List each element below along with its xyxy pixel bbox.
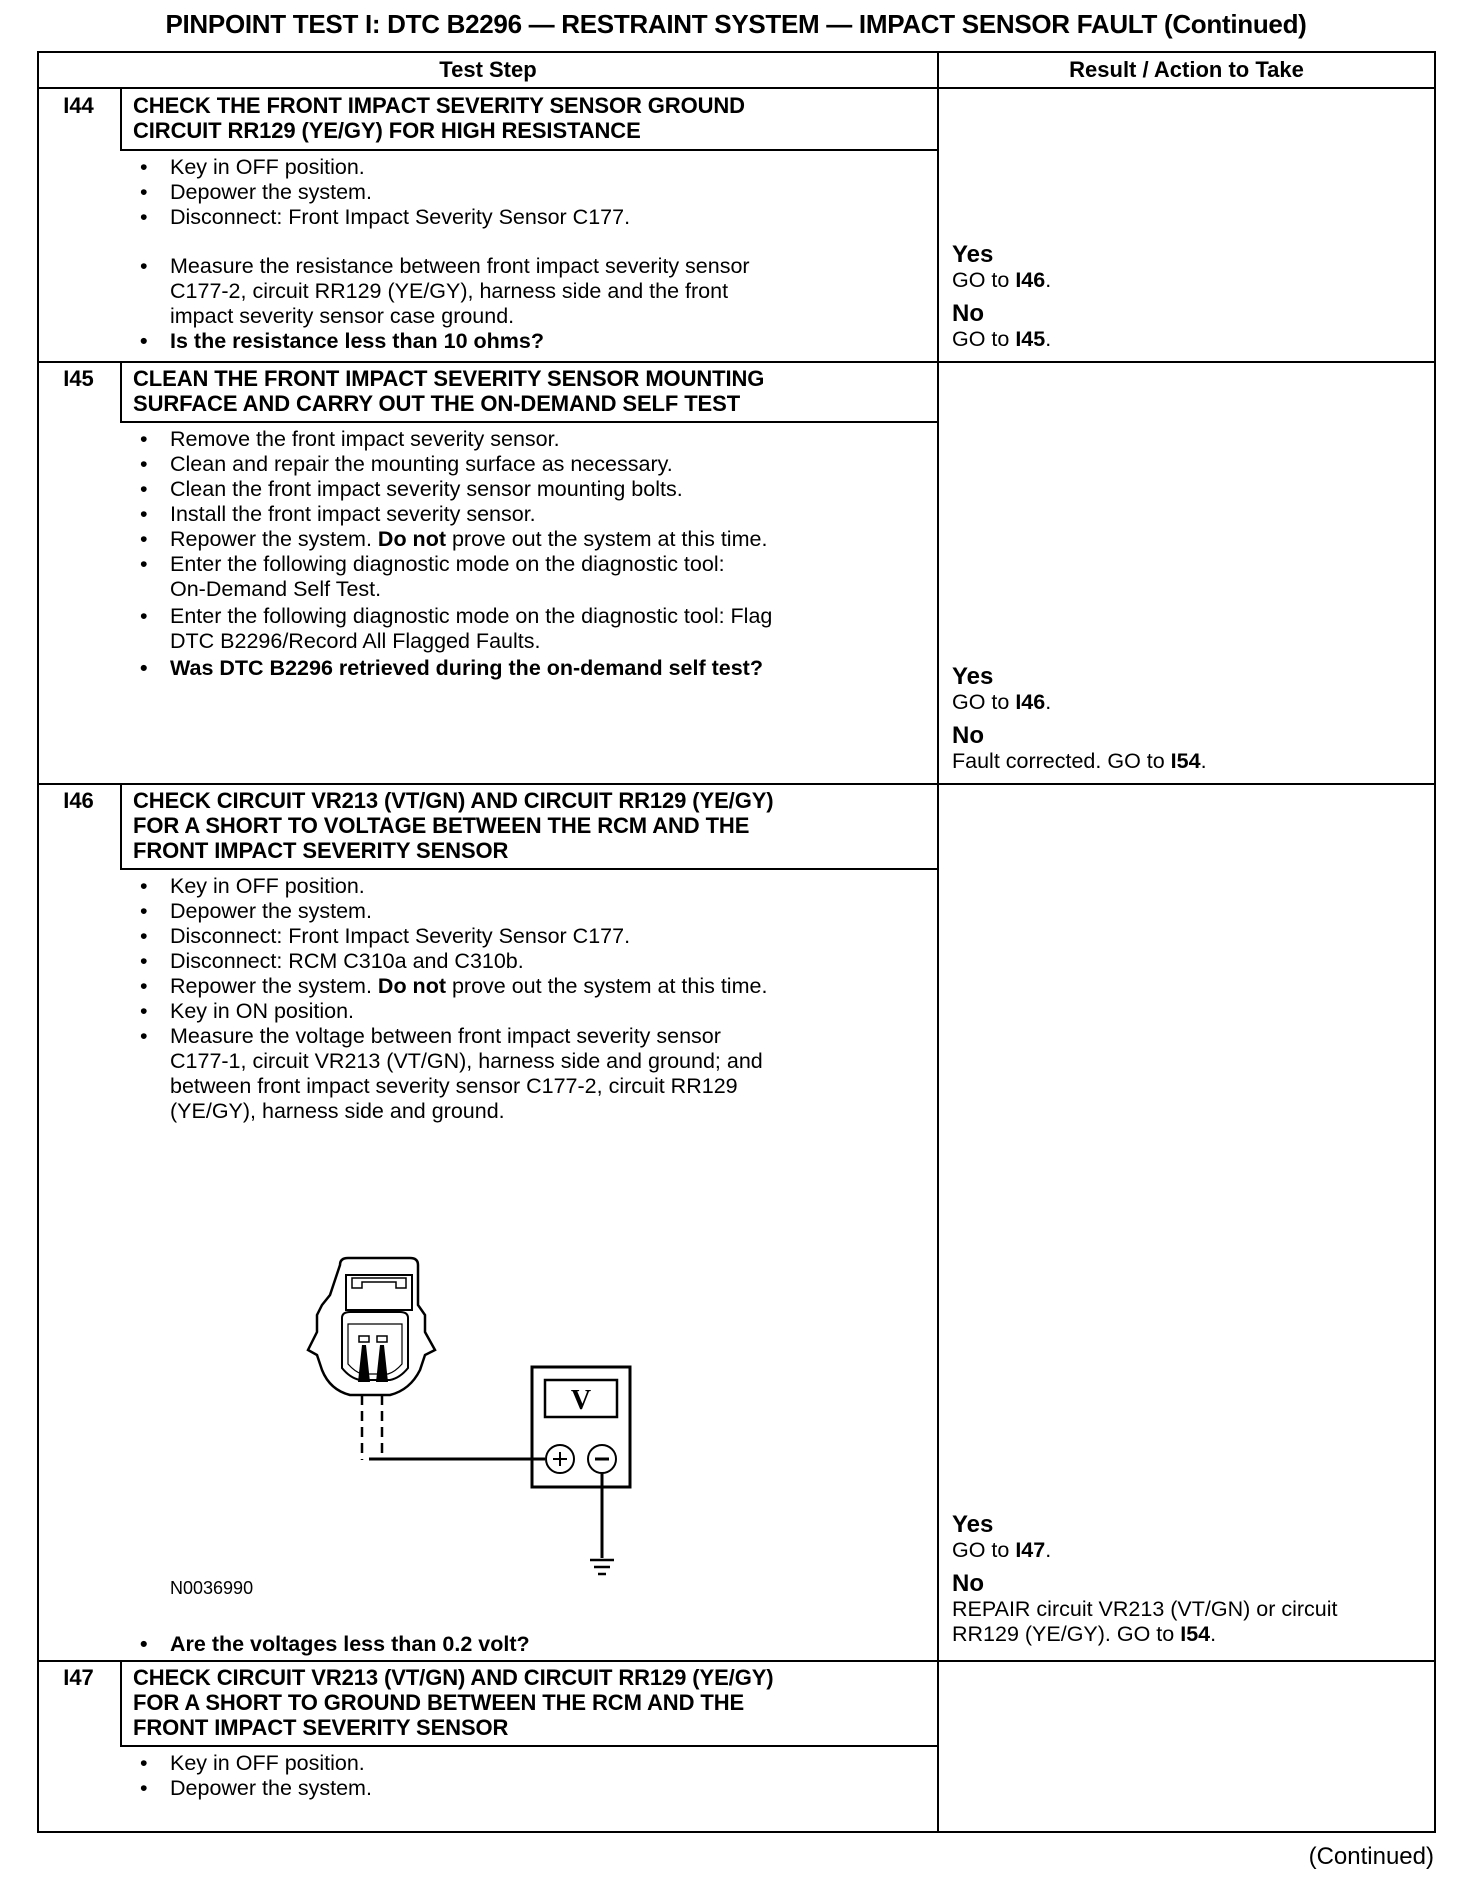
step-title-line: CIRCUIT RR129 (YE/GY) FOR HIGH RESISTANCE xyxy=(133,118,641,143)
bullet-icon: • xyxy=(140,1751,148,1775)
page-title: PINPOINT TEST I: DTC B2296 — RESTRAINT SYSTEM — IMPACT SENSOR FAULT (Continued) xyxy=(165,9,1307,39)
step-title-line: CHECK THE FRONT IMPACT SEVERITY SENSOR GROUND xyxy=(133,93,745,118)
step-number-divider xyxy=(120,1660,122,1746)
voltmeter-connector-diagram xyxy=(300,1250,660,1590)
instruction-item: • Depower the system. xyxy=(140,1776,372,1800)
step-title-line: FRONT IMPACT SEVERITY SENSOR xyxy=(133,1715,509,1740)
instruction-item: • Depower the system. xyxy=(140,180,372,204)
yes-action: GO to I46. xyxy=(952,268,1052,292)
step-number: I46 xyxy=(63,788,94,813)
bullet-icon: • xyxy=(140,949,148,973)
instruction-item: • Clean and repair the mounting surface as necessary. xyxy=(140,452,673,476)
no-action: GO to I45. xyxy=(952,327,1052,351)
question-item: • Is the resistance less than 10 ohms? xyxy=(140,329,545,353)
bullet-icon: • xyxy=(140,329,148,353)
yes-label: Yes xyxy=(952,1511,994,1538)
step-title xyxy=(133,788,923,863)
instruction-item: • Enter the following diagnostic mode on the diagnostic tool: Flag DTC B2296/Record All Flagged Faults. xyxy=(140,604,773,653)
instruction-item: • Key in OFF position. xyxy=(140,155,365,179)
instruction-item: • Measure the resistance between front impact severity sensor C177-2, circuit RR129 (YE/GY), harness side and the front impact severity sensor case ground. xyxy=(140,254,750,328)
no-label: No xyxy=(952,722,984,749)
instruction-item: • Remove the front impact severity sensor. xyxy=(140,427,560,451)
bullet-icon: • xyxy=(140,477,148,501)
yes-label: Yes xyxy=(952,241,994,268)
bullet-icon: • xyxy=(140,254,148,278)
step-title-line: FRONT IMPACT SEVERITY SENSOR xyxy=(133,838,509,863)
goto-link[interactable]: I46 xyxy=(1015,268,1046,292)
voltmeter-icon xyxy=(532,1367,630,1487)
bullet-icon: • xyxy=(140,452,148,476)
bullet-icon: • xyxy=(140,502,148,526)
no-label: No xyxy=(952,1570,984,1597)
column-header-result: Result / Action to Take xyxy=(1069,57,1304,82)
bullet-icon: • xyxy=(140,155,148,179)
result-action xyxy=(952,1512,1422,1647)
bullet-icon: • xyxy=(140,552,148,576)
step-number-divider xyxy=(120,87,122,150)
step-title xyxy=(133,366,923,416)
step-title-line: CHECK CIRCUIT VR213 (VT/GN) AND CIRCUIT RR129 (YE/GY) xyxy=(133,788,774,813)
bullet-icon: • xyxy=(140,974,148,998)
result-action xyxy=(952,664,1422,774)
probe-icon xyxy=(358,1345,388,1382)
instruction-item: • Disconnect: Front Impact Severity Sensor C177. xyxy=(140,205,631,229)
title-separator xyxy=(120,1745,938,1747)
step-title xyxy=(133,1665,923,1740)
goto-link[interactable]: I54 xyxy=(1170,749,1201,773)
instruction-item: • Disconnect: RCM C310a and C310b. xyxy=(140,949,524,973)
row-separator xyxy=(37,783,1435,785)
step-number: I47 xyxy=(63,1665,94,1690)
goto-link[interactable]: I46 xyxy=(1015,690,1046,714)
step-title-line: CLEAN THE FRONT IMPACT SEVERITY SENSOR MOUNTING xyxy=(133,366,765,391)
bullet-icon: • xyxy=(140,874,148,898)
step-instructions xyxy=(140,874,920,1124)
table-left-border xyxy=(37,51,39,1833)
bullet-icon: • xyxy=(140,924,148,948)
row-separator xyxy=(37,361,1435,363)
bullet-icon: • xyxy=(140,999,148,1023)
step-instructions xyxy=(140,1751,920,1801)
bullet-icon: • xyxy=(140,1776,148,1800)
bullet-icon: • xyxy=(140,427,148,451)
step-title xyxy=(133,93,923,143)
goto-link[interactable]: I54 xyxy=(1180,1622,1211,1646)
bullet-icon: • xyxy=(140,656,148,680)
connector-icon xyxy=(308,1258,435,1395)
bullet-icon: • xyxy=(140,1632,148,1656)
bullet-icon: • xyxy=(140,527,148,551)
step-number: I44 xyxy=(63,93,94,118)
bullet-icon: • xyxy=(140,1024,148,1048)
step-number-divider xyxy=(120,783,122,869)
bullet-icon: • xyxy=(140,180,148,204)
instruction-item: • Clean the front impact severity sensor mounting bolts. xyxy=(140,477,683,501)
step-instructions xyxy=(140,155,920,354)
column-divider xyxy=(937,51,939,1833)
table-bottom-border xyxy=(37,1831,1435,1833)
no-action: Fault corrected. GO to I54. xyxy=(952,749,1207,773)
svg-text:V: V xyxy=(570,1385,592,1416)
no-action: REPAIR circuit VR213 (VT/GN) or circuit RR129 (YE/GY). GO to I54. xyxy=(952,1597,1338,1646)
question-item: • Are the voltages less than 0.2 volt? xyxy=(140,1632,530,1656)
yes-action: GO to I46. xyxy=(952,690,1052,714)
step-title-line: FOR A SHORT TO GROUND BETWEEN THE RCM AND THE xyxy=(133,1690,745,1715)
instruction-item: • Key in OFF position. xyxy=(140,874,365,898)
bullet-icon: • xyxy=(140,604,148,628)
bullet-icon: • xyxy=(140,899,148,923)
step-number-divider xyxy=(120,361,122,422)
instruction-item: • Repower the system. Do not prove out the system at this time. xyxy=(140,974,768,998)
title-separator xyxy=(120,149,938,151)
title-separator xyxy=(120,421,938,423)
step-title-line: CHECK CIRCUIT VR213 (VT/GN) AND CIRCUIT RR129 (YE/GY) xyxy=(133,1665,774,1690)
instruction-item: • Install the front impact severity sensor. xyxy=(140,502,536,526)
step-instructions xyxy=(140,427,920,681)
row-separator xyxy=(37,1660,1435,1662)
figure-code: N0036990 xyxy=(170,1578,254,1598)
bullet-icon: • xyxy=(140,205,148,229)
column-header-test-step: Test Step xyxy=(439,57,537,82)
yes-label: Yes xyxy=(952,663,994,690)
step-number: I45 xyxy=(63,366,94,391)
question-item: • Was DTC B2296 retrieved during the on-demand self test? xyxy=(140,656,763,680)
goto-link[interactable]: I45 xyxy=(1015,327,1046,351)
title-separator xyxy=(120,868,938,870)
header-bottom-border xyxy=(37,87,1435,89)
yes-action: GO to I47. xyxy=(952,1538,1052,1562)
table-right-border xyxy=(1434,51,1436,1833)
instruction-item: • Repower the system. Do not prove out the system at this time. xyxy=(140,527,768,551)
step-question xyxy=(140,1632,920,1657)
instruction-item: • Key in ON position. xyxy=(140,999,355,1023)
instruction-item: • Disconnect: Front Impact Severity Sensor C177. xyxy=(140,924,631,948)
instruction-item: • Key in OFF position. xyxy=(140,1751,365,1775)
step-title-line: SURFACE AND CARRY OUT THE ON-DEMAND SELF TEST xyxy=(133,391,741,416)
instruction-item: • Measure the voltage between front impact severity sensor C177-1, circuit VR213 (VT/GN), harness side and ground; and between front impact severity sensor C177-2, circuit RR129 (YE/GY), harness side and ground. xyxy=(140,1024,763,1123)
instruction-item: • Enter the following diagnostic mode on the diagnostic tool: On-Demand Self Test. xyxy=(140,552,725,601)
no-label: No xyxy=(952,300,984,327)
goto-link[interactable]: I47 xyxy=(1015,1538,1046,1562)
instruction-item: • Depower the system. xyxy=(140,899,372,923)
result-action xyxy=(952,242,1422,352)
step-title-line: FOR A SHORT TO VOLTAGE BETWEEN THE RCM AND THE xyxy=(133,813,750,838)
wire-icon xyxy=(362,1395,545,1460)
continued-label: (Continued) xyxy=(1308,1843,1434,1870)
